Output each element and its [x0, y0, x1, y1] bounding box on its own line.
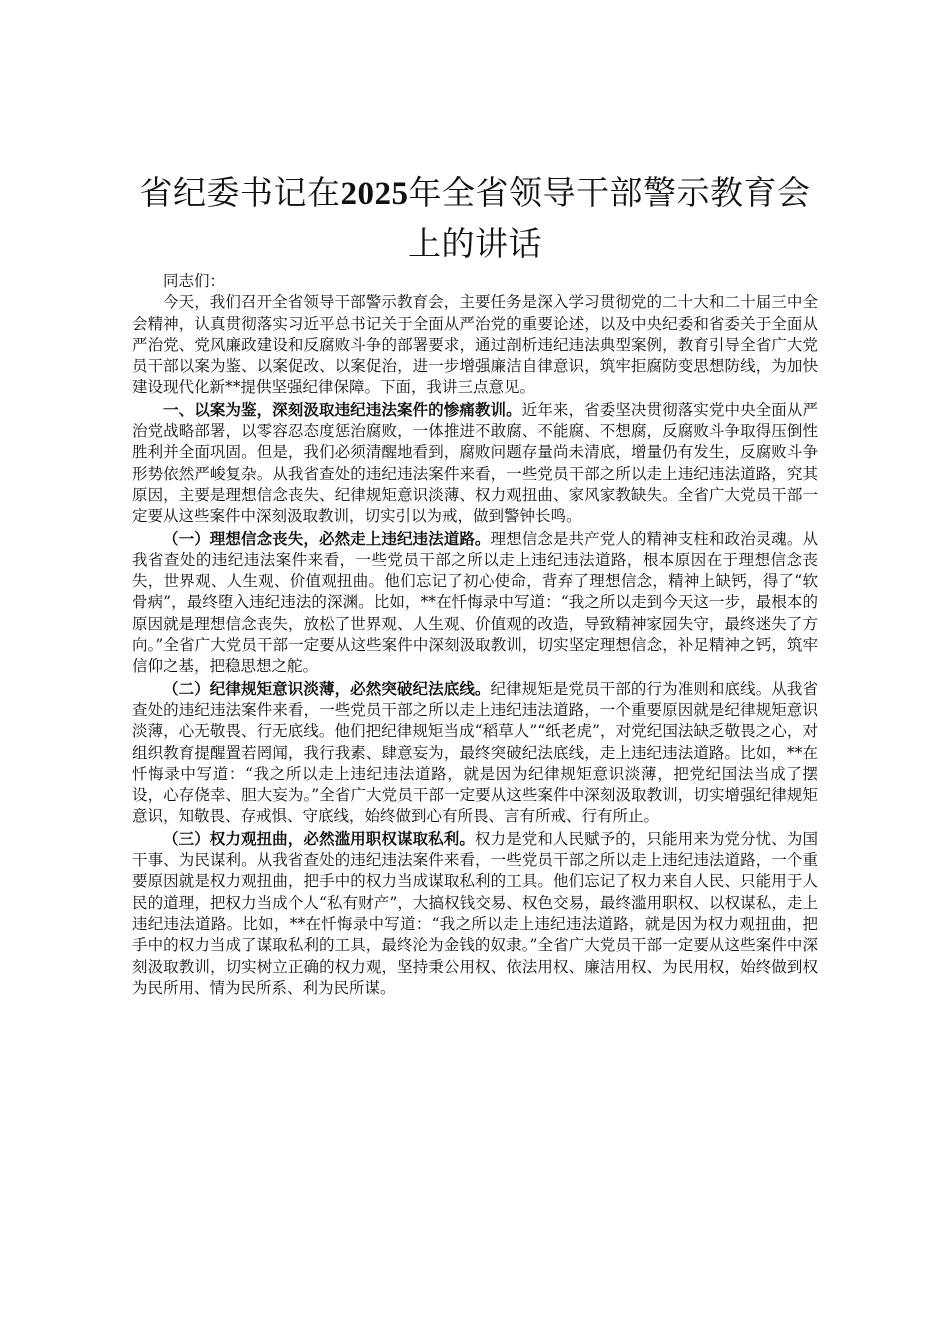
document-page	[132, 168, 818, 999]
subsection-2-heading: （二）纪律规矩意识淡薄，必然突破纪法底线。	[163, 678, 491, 698]
subsection-3-paragraph	[132, 828, 818, 999]
title-year: 2025	[340, 176, 409, 212]
section-1-text: 近年来，省委坚决贯彻落实党中央全面从严治党战略部署，以零容忍态度惩治腐败，一体推进不敢腐、不能腐、不想腐，反腐败斗争取得压倒性胜利并全面巩固。但是，我们必须清醒地看到，腐败问题存量尚未清底，增量仍有发生，反腐败斗争形势依然严峻复杂。从我省查处的违纪违法案件来看，一些党员干部之所以走上违纪违法道路，究其原因，主要是理想信念丧失、纪律规矩意识淡薄、权力观扭曲、家风家教缺失。全省广大党员干部一定要从这些案件中深刻汲取教训，切实引以为戒，做到警钟长鸣。	[132, 400, 818, 526]
document-title	[132, 168, 818, 269]
subsection-1-paragraph	[132, 528, 818, 678]
section-1-heading: 一、以案为鉴，深刻汲取违纪违法案件的惨痛教训。	[163, 399, 522, 419]
intro-paragraph: 今天，我们召开全省领导干部警示教育会，主要任务是深入学习贯彻党的二十大和二十届三中全会精神，认真贯彻落实习近平总书记关于全面从严治党的重要论述，以及中央纪委和省委关于全面从严治党、党风廉政建设和反腐败斗争的部署要求，通过剖析违纪违法典型案例，教育引导全省广大党员干部以案为鉴、以案促改、以案促治，进一步增强廉洁自律意识，筑牢拒腐防变思想防线，为加快建设现代化新**提供坚强纪律保障。下面，我讲三点意见。	[132, 293, 818, 397]
title-suffix: 年全省领导干部警示教育会上的讲话	[408, 173, 811, 263]
subsection-3-heading: （三）权力观扭曲，必然滥用职权谋取私利。	[163, 828, 475, 848]
salutation: 同志们：	[163, 272, 226, 290]
subsection-1-heading: （一）理想信念丧失，必然走上违纪违法道路。	[163, 528, 491, 548]
subsection-3-text: 权力是党和人民赋予的，只能用来为党分忧、为国干事、为民谋利。从我省查处的违纪违法案件来看，一些党员干部之所以走上违纪违法道路，一个重要原因就是权力观扭曲，把手中的权力当成谋取私利的工具。他们忘记了权力来自人民、只能用于人民的道理，把权力当成个人“私有财产”，大搞权钱交易、权色交易，最终滥用职权、以权谋私，走上违纪违法道路。比如，**在忏悔录中写道：“我之所以走上违纪违法道路，就是因为权力观扭曲，把手中的权力当成了谋取私利的工具，最终沦为金钱的奴隶。”全省广大党员干部一定要从这些案件中深刻汲取教训，切实树立正确的权力观，坚持秉公用权、依法用权、廉洁用权、为民用权，始终做到权为民所用、情为民所系、利为民所谋。	[132, 829, 818, 997]
title-prefix: 省纪委书记在	[139, 173, 341, 212]
subsection-1-text: 理想信念是共产党人的精神支柱和政治灵魂。从我省查处的违纪违法案件来看，一些党员干部之所以走上违纪违法道路，根本原因在于理想信念丧失，世界观、人生观、价值观扭曲。他们忘记了初心使命，背弃了理想信念，精神上缺钙，得了“软骨病”，最终堕入违纪违法的深渊。比如，**在忏悔录中写道：“我之所以走到今天这一步，最根本的原因就是理想信念丧失，放松了世界观、人生观、价值观的改造，导致精神家园失守，最终迷失了方向。”全省广大党员干部一定要从这些案件中深刻汲取教训，切实坚定理想信念，补足精神之钙，筑牢信仰之基，把稳思想之舵。	[132, 529, 818, 676]
subsection-2-paragraph	[132, 678, 818, 828]
document-body	[132, 271, 818, 999]
subsection-2-text: 纪律规矩是党员干部的行为准则和底线。从我省查处的违纪违法案件来看，一些党员干部之所以走上违纪违法道路，一个重要原因就是纪律规矩意识淡薄，心无敬畏、行无底线。他们把纪律规矩当成“稻草人”“纸老虎”，对党纪国法缺乏敬畏之心，对组织教育提醒置若罔闻，我行我素、肆意妄为，最终突破纪法底线，走上违纪违法道路。比如，**在忏悔录中写道：“我之所以走上违纪违法道路，就是因为纪律规矩意识淡薄，把党纪国法当成了摆设，心存侥幸、胆大妄为。”全省广大党员干部一定要从这些案件中深刻汲取教训，切实增强纪律规矩意识，知敬畏、存戒惧、守底线，始终做到心有所畏、言有所戒、行有所止。	[132, 679, 818, 826]
section-1-paragraph	[132, 399, 818, 528]
